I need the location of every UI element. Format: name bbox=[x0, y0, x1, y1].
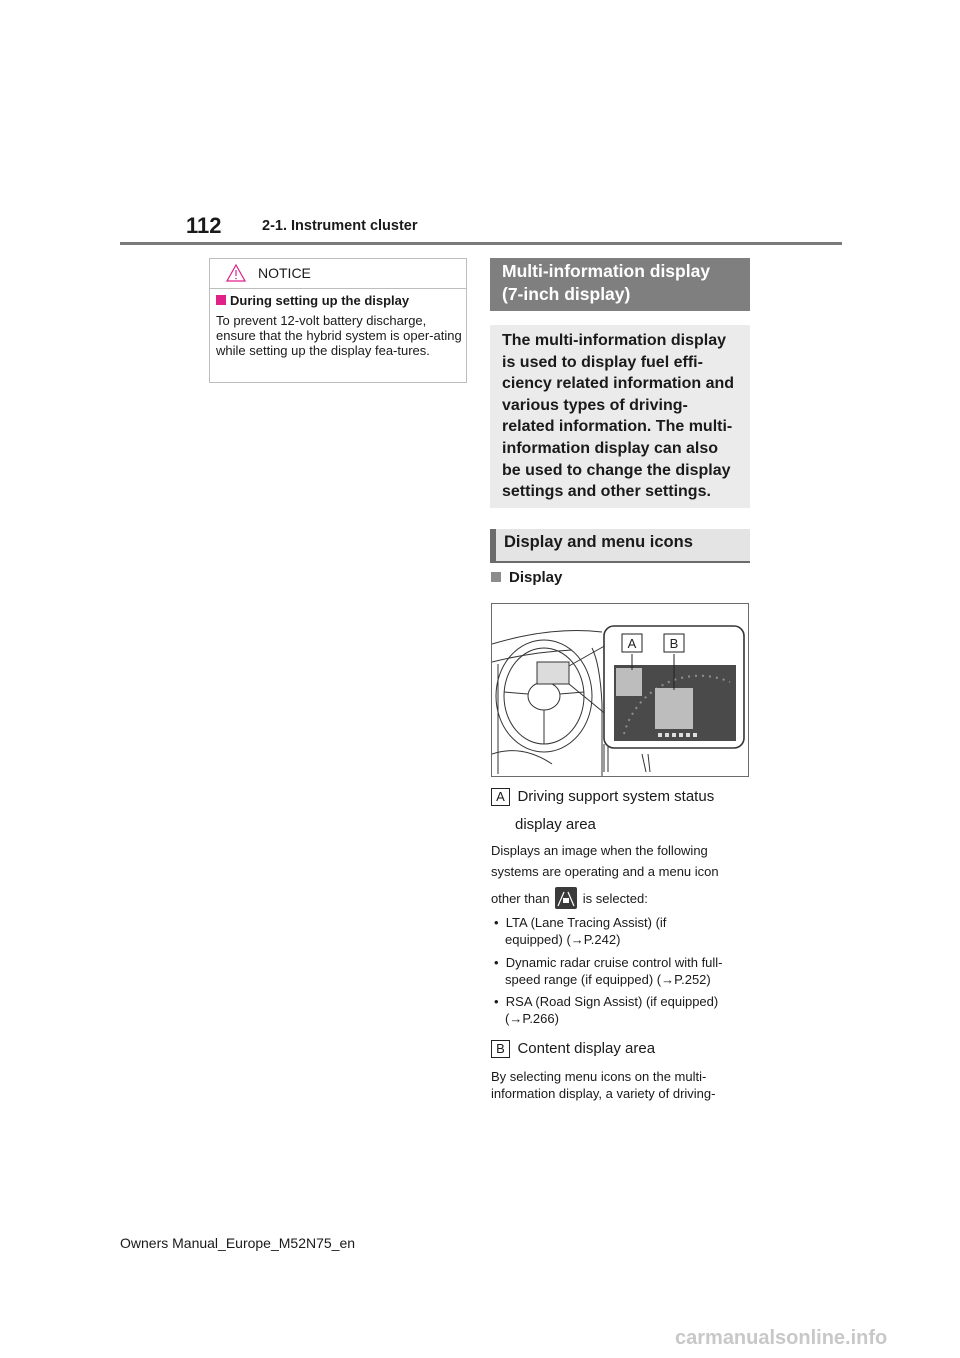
item-b-title: Content display area bbox=[517, 1040, 656, 1057]
bullet-2-line2: speed range (if equipped) (→P.252) bbox=[505, 972, 711, 987]
pink-square-icon bbox=[216, 295, 226, 305]
bullet-2-line1-text: Dynamic radar cruise control with full- bbox=[505, 955, 723, 970]
bullet-1-line1: • LTA (Lane Tracing Assist) (if bbox=[494, 915, 667, 930]
cockpit-illustration bbox=[492, 604, 748, 776]
notice-box bbox=[209, 258, 467, 383]
bullet-2-line1: • Dynamic radar cruise control with full- bbox=[494, 955, 723, 970]
header-underline bbox=[490, 561, 750, 563]
section-header-mid bbox=[490, 258, 750, 311]
notice-title bbox=[216, 293, 409, 308]
desc-is-selected: is selected: bbox=[582, 891, 648, 906]
bullet-1-line2: equipped) (→P.242) bbox=[505, 932, 621, 947]
notice-label: NOTICE bbox=[258, 265, 311, 281]
mid-header-line2: (7-inch display) bbox=[502, 284, 631, 304]
display-subheading bbox=[491, 569, 562, 586]
display-subheading-text: Display bbox=[509, 569, 563, 586]
notice-header bbox=[210, 259, 466, 289]
item-a-desc-line2: systems are operating and a menu icon bbox=[491, 864, 719, 879]
bullet-1-line1-text: LTA (Lane Tracing Assist) (if bbox=[505, 915, 667, 930]
bullet-3 bbox=[494, 993, 718, 1027]
item-a-desc-line1: Displays an image when the following bbox=[491, 843, 708, 858]
item-b-desc-line2: information display, a variety of driving- bbox=[491, 1086, 716, 1101]
notice-title-text: During setting up the display bbox=[230, 293, 410, 308]
section-title: 2-1. Instrument cluster bbox=[262, 218, 418, 234]
item-a-tag: A bbox=[491, 788, 510, 806]
watermark: carmanualsonline.info bbox=[675, 1327, 888, 1349]
item-a-desc-line3 bbox=[491, 887, 648, 909]
area-a-box bbox=[616, 668, 642, 696]
item-b-heading bbox=[491, 1040, 655, 1058]
callout-b-label: B bbox=[669, 636, 679, 651]
mid-header-line1: Multi-information display bbox=[502, 261, 711, 281]
page-number: 112 bbox=[186, 213, 222, 238]
instrument-cluster-figure bbox=[491, 603, 749, 777]
header-rule bbox=[120, 242, 842, 245]
gray-square-icon bbox=[491, 572, 501, 582]
item-a-heading bbox=[491, 788, 714, 806]
area-b-box bbox=[655, 688, 693, 729]
driving-assist-menu-icon bbox=[555, 887, 577, 909]
warning-triangle-icon bbox=[226, 264, 246, 282]
bullet-1 bbox=[494, 914, 666, 948]
item-a-title-line2: display area bbox=[515, 816, 596, 833]
bullet-3-line1-text: RSA (Road Sign Assist) (if equipped) bbox=[505, 994, 719, 1009]
display-menu-icons-header: Display and menu icons bbox=[490, 529, 750, 561]
item-b-tag: B bbox=[491, 1040, 510, 1058]
intro-paragraph: The multi-information display is used to display fuel effi-ciency related information and various types of driving-related information. The multi-information display can also be used to change the display settings and other settings. bbox=[490, 325, 750, 508]
desc-other-than: other than bbox=[491, 891, 550, 906]
bullet-2 bbox=[494, 954, 723, 988]
item-b-desc-line1: By selecting menu icons on the multi- bbox=[491, 1069, 707, 1084]
callout-a-label: A bbox=[627, 636, 637, 651]
footer-manual-id: Owners Manual_Europe_M52N75_en bbox=[120, 1235, 356, 1251]
item-a-title-line1: Driving support system status bbox=[517, 788, 715, 805]
bullet-3-line2: (→P.266) bbox=[505, 1011, 559, 1026]
bullet-3-line1: • RSA (Road Sign Assist) (if equipped) bbox=[494, 994, 719, 1009]
notice-body: To prevent 12-volt battery discharge, ensure that the hybrid system is oper-ating while setting up the display fea-tures. bbox=[216, 313, 462, 358]
